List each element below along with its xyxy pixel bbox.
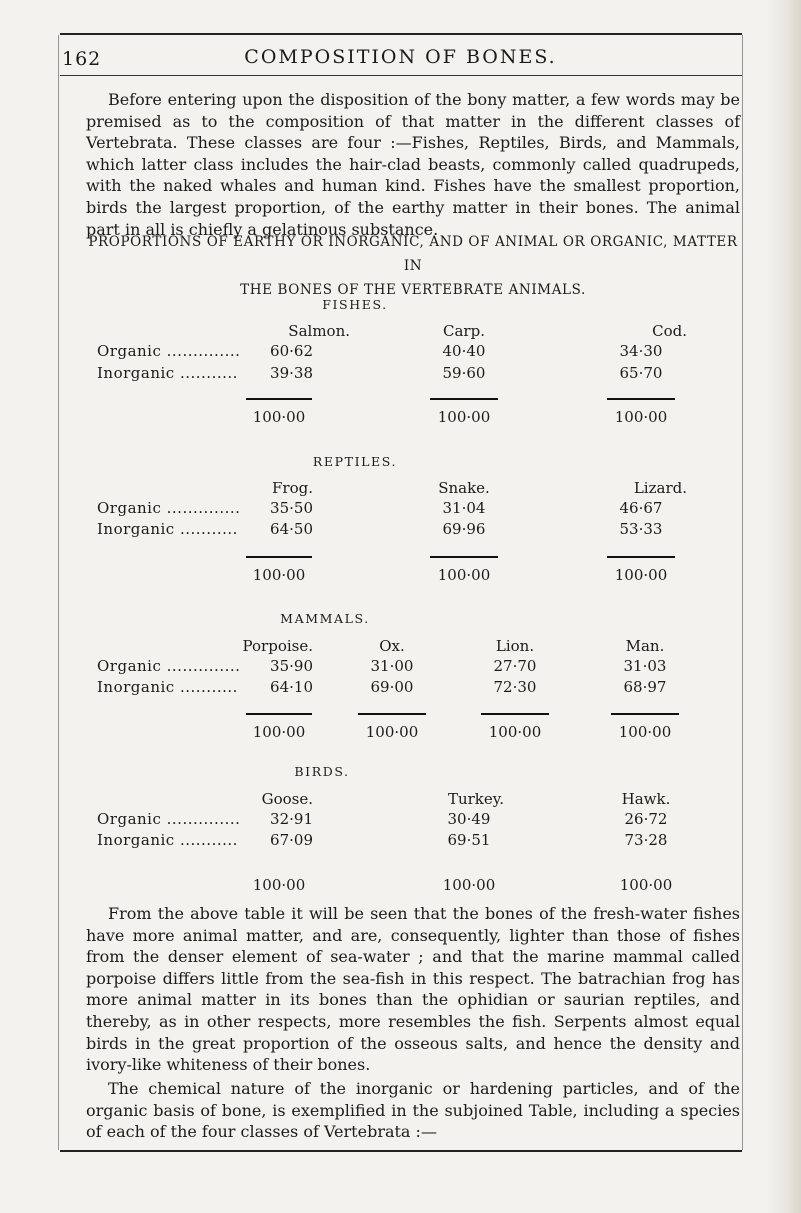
row-label-inorganic: Inorganic ........... <box>97 831 238 849</box>
value-reptiles-inorganic-snake: 69·96 <box>442 520 486 538</box>
total-fishes-salmon: 100·00 <box>252 408 306 426</box>
row-label-organic: Organic .............. <box>97 810 241 828</box>
species-porpoise: Porpoise. <box>242 637 313 655</box>
species-hawk: Hawk. <box>621 790 671 808</box>
species-salmon: Salmon. <box>288 322 350 340</box>
value-mammals-inorganic-porpoise: 64·10 <box>270 678 313 696</box>
body-paragraph-1: From the above table it will be seen that the bones of the fresh-water fishes have more animal matter, and are, consequently, lighter than those of fishes from the denser element of sea-water ; and that the marine mammal called porpoise differs little from the sea-fish in this respect. The batrachian frog has more animal matter in its bones than the ophidian or saurian reptiles, and thereby, as in other respects, more resembles the fish. Serpents almost equal birds in the great proportion of the osseous salts, and hence the density and ivory-like whiteness of their bones. <box>86 904 740 1075</box>
value-reptiles-organic-lizard: 46·67 <box>619 499 663 517</box>
sum-rule <box>607 398 675 400</box>
species-man: Man. <box>625 637 665 655</box>
section-heading-mammals: MAMMALS. <box>280 611 370 626</box>
body-paragraph-2: The chemical nature of the inorganic or hardening particles, and of the organic basis of bone, is exemplified in the subjoined Table, including a species of each of the four classes of Vertebrata :— <box>86 1079 740 1142</box>
value-reptiles-organic-frog: 35·50 <box>270 499 313 517</box>
value-mammals-inorganic-man: 68·97 <box>623 678 667 696</box>
species-cod: Cod. <box>652 322 687 340</box>
running-head: COMPOSITION OF BONES. <box>244 46 557 68</box>
value-fishes-inorganic-carp: 59·60 <box>442 364 486 382</box>
table-caption <box>86 230 740 302</box>
left-margin-line <box>58 35 59 1150</box>
value-birds-organic-turkey: 30·49 <box>447 810 491 828</box>
value-fishes-organic-cod: 34·30 <box>619 342 663 360</box>
header-rule <box>60 75 742 76</box>
sum-rule <box>481 713 549 715</box>
value-birds-inorganic-goose: 67·09 <box>270 831 313 849</box>
value-birds-organic-hawk: 26·72 <box>624 810 668 828</box>
sum-rule <box>246 398 312 400</box>
value-birds-inorganic-turkey: 69·51 <box>447 831 491 849</box>
row-label-inorganic: Inorganic ........... <box>97 520 238 538</box>
sum-rule <box>246 556 312 558</box>
total-mammals-ox: 100·00 <box>365 723 419 741</box>
section-heading-birds: BIRDS. <box>294 764 350 779</box>
value-mammals-organic-man: 31·03 <box>623 657 667 675</box>
section-heading-reptiles: REPTILES. <box>312 454 398 469</box>
value-fishes-inorganic-salmon: 39·38 <box>270 364 313 382</box>
row-label-organic: Organic .............. <box>97 342 241 360</box>
total-mammals-man: 100·00 <box>618 723 672 741</box>
page-number: 162 <box>62 48 102 70</box>
total-birds-turkey: 100·00 <box>442 876 496 894</box>
total-fishes-cod: 100·00 <box>614 408 668 426</box>
total-birds-hawk: 100·00 <box>619 876 673 894</box>
value-mammals-organic-lion: 27·70 <box>493 657 537 675</box>
top-rule <box>60 33 742 35</box>
species-lizard: Lizard. <box>633 479 687 497</box>
section-heading-fishes: FISHES. <box>322 297 388 312</box>
species-frog: Frog. <box>272 479 313 497</box>
row-label-organic: Organic .............. <box>97 499 241 517</box>
value-birds-inorganic-hawk: 73·28 <box>624 831 668 849</box>
species-turkey: Turkey. <box>447 790 505 808</box>
value-fishes-inorganic-cod: 65·70 <box>619 364 663 382</box>
value-reptiles-inorganic-frog: 64·50 <box>270 520 313 538</box>
value-reptiles-inorganic-lizard: 53·33 <box>619 520 663 538</box>
total-reptiles-frog: 100·00 <box>252 566 306 584</box>
species-lion: Lion. <box>495 637 535 655</box>
sum-rule <box>246 713 312 715</box>
species-snake: Snake. <box>438 479 490 497</box>
bottom-rule <box>60 1150 742 1152</box>
value-fishes-organic-carp: 40·40 <box>442 342 486 360</box>
species-goose: Goose. <box>261 790 313 808</box>
value-birds-organic-goose: 32·91 <box>270 810 313 828</box>
species-ox: Ox. <box>379 637 405 655</box>
right-margin-line <box>742 35 743 1150</box>
sum-rule <box>611 713 679 715</box>
value-fishes-organic-salmon: 60·62 <box>270 342 313 360</box>
intro-paragraph: Before entering upon the disposition of the bony matter, a few words may be premised as to the composition of that matter in the different classes of Vertebrata. These classes are four :—Fishes, Reptiles, Birds, and Mammals, which latter class includes the hair-clad beasts, commonly called quadrupeds, with the naked whales and human kind. Fishes have the smallest proportion, birds the largest proportion, of the earthy matter in their bones. The animal part in all is chiefly a gelatinous substance. <box>86 90 740 239</box>
sum-rule <box>430 556 498 558</box>
value-mammals-inorganic-lion: 72·30 <box>493 678 537 696</box>
species-carp: Carp. <box>443 322 485 340</box>
table-caption-line-2: THE BONES OF THE VERTEBRATE ANIMALS. <box>240 282 586 298</box>
total-reptiles-lizard: 100·00 <box>614 566 668 584</box>
sum-rule <box>358 713 426 715</box>
total-birds-goose: 100·00 <box>252 876 306 894</box>
row-label-inorganic: Inorganic ........... <box>97 364 238 382</box>
table-caption-line-1: PROPORTIONS OF EARTHY OR INORGANIC, AND OF ANIMAL OR ORGANIC, MATTER IN <box>88 234 738 274</box>
sum-rule <box>607 556 675 558</box>
sum-rule <box>430 398 498 400</box>
value-reptiles-organic-snake: 31·04 <box>442 499 486 517</box>
total-fishes-carp: 100·00 <box>437 408 491 426</box>
row-label-inorganic: Inorganic ........... <box>97 678 238 696</box>
value-mammals-organic-ox: 31·00 <box>370 657 414 675</box>
value-mammals-inorganic-ox: 69·00 <box>370 678 414 696</box>
value-mammals-organic-porpoise: 35·90 <box>270 657 313 675</box>
total-mammals-lion: 100·00 <box>488 723 542 741</box>
row-label-organic: Organic .............. <box>97 657 241 675</box>
total-reptiles-snake: 100·00 <box>437 566 491 584</box>
page-edge-shadow <box>767 0 801 1213</box>
total-mammals-porpoise: 100·00 <box>252 723 306 741</box>
